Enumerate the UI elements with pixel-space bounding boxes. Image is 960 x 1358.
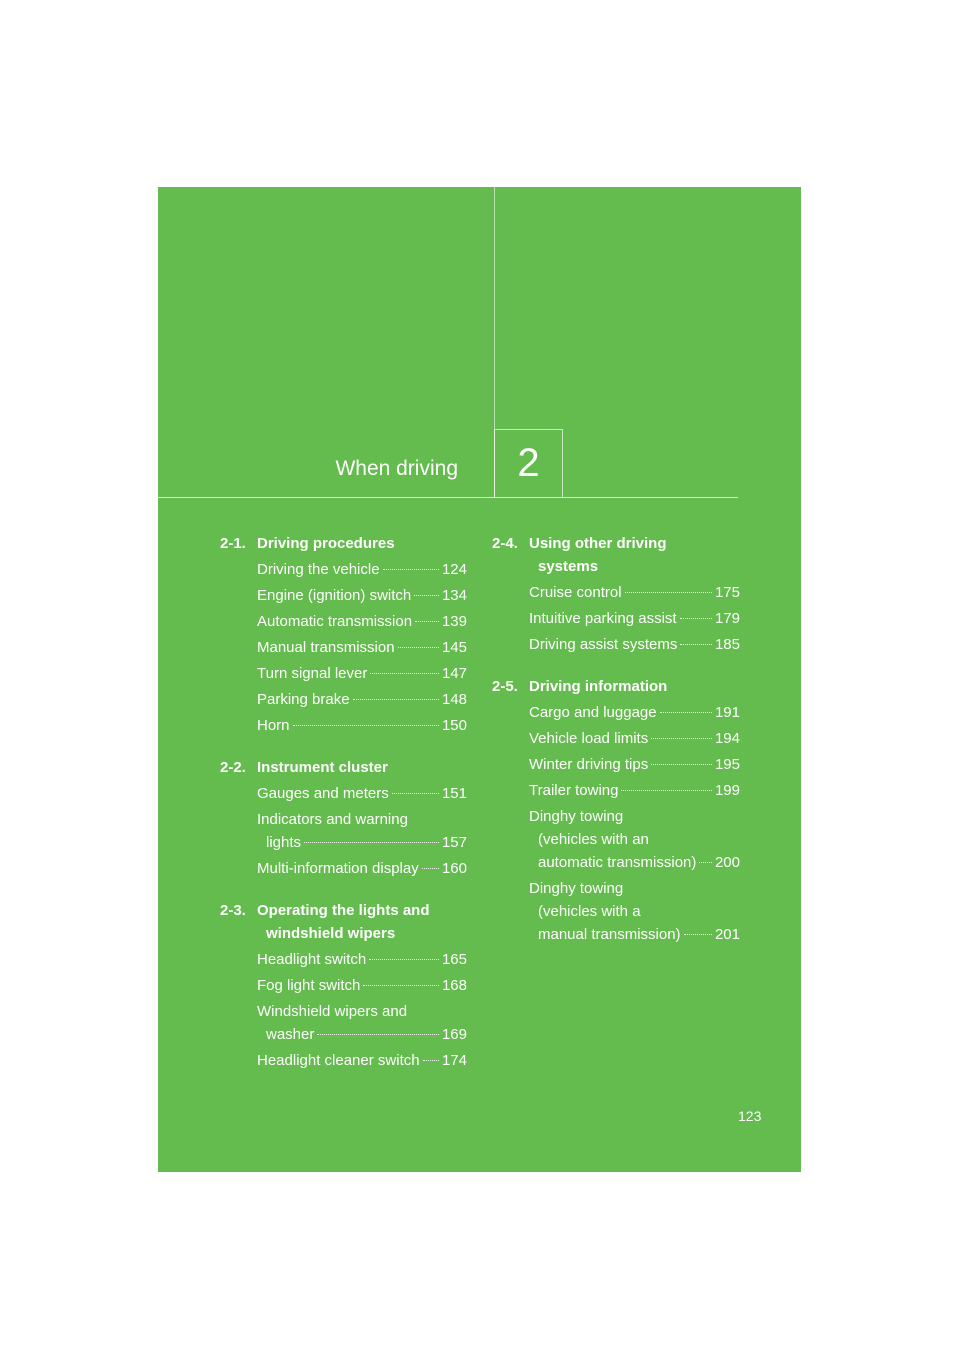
section-heading[interactable] [492, 675, 740, 698]
toc-entry[interactable] [529, 779, 740, 802]
toc-entry-label: Engine (ignition) switch [257, 587, 412, 604]
dot-leader [414, 595, 439, 596]
chapter-number: 2 [517, 441, 540, 485]
toc-entry-label: (vehicles with a [538, 903, 641, 920]
toc-entry-page: 147 [441, 665, 467, 682]
toc-entry[interactable] [257, 974, 467, 997]
section-title-line: Using other driving [529, 535, 667, 552]
toc-entry[interactable] [257, 636, 467, 659]
section-number: 2-2. [220, 759, 246, 776]
dot-leader [423, 1060, 439, 1061]
section-title [257, 756, 467, 779]
toc-entry-label: Cargo and luggage [529, 704, 657, 721]
dot-leader [651, 738, 712, 739]
toc-entry-label: Parking brake [257, 691, 350, 708]
toc-entry[interactable] [529, 753, 740, 776]
toc-entry-label: lights [266, 834, 302, 851]
toc-entry-label: Winter driving tips [529, 756, 649, 773]
toc-entry-label: Trailer towing [529, 782, 619, 799]
section-heading[interactable] [220, 756, 467, 779]
dot-leader [370, 673, 439, 674]
toc-entry-label: automatic transmission) [538, 854, 697, 871]
toc-entry[interactable] [529, 805, 740, 874]
toc-entry[interactable] [529, 607, 740, 630]
dot-leader [680, 644, 712, 645]
section-title-line: systems [538, 558, 599, 575]
toc-entry-page: 195 [714, 756, 740, 773]
toc-entry-page: 134 [441, 587, 467, 604]
dot-leader [415, 621, 439, 622]
chapter-number-box [494, 429, 563, 498]
toc-entry-label: Automatic transmission [257, 613, 413, 630]
toc-entry-page: 169 [441, 1026, 467, 1043]
toc-entry-page: 174 [441, 1052, 467, 1069]
toc-entry-page: 175 [714, 584, 740, 601]
dot-leader [660, 712, 712, 713]
section-title [529, 675, 740, 698]
section-number: 2-3. [220, 902, 246, 919]
toc-entry-page: 148 [441, 691, 467, 708]
toc-entry-label: Driving the vehicle [257, 561, 380, 578]
toc-entry-page: 145 [441, 639, 467, 656]
toc-entry-label: Dinghy towing [529, 808, 624, 825]
toc-entry[interactable] [529, 581, 740, 604]
toc-entry-page: 179 [714, 610, 740, 627]
section-title [257, 899, 467, 945]
toc-entry-label: manual transmission) [538, 926, 681, 943]
horizontal-divider [158, 497, 738, 498]
toc-entry-label: (vehicles with an [538, 831, 649, 848]
toc-entry-page: 139 [441, 613, 467, 630]
section-title [257, 532, 467, 555]
toc-entry-label: Windshield wipers and [257, 1003, 408, 1020]
toc-entry[interactable] [257, 662, 467, 685]
toc-entry-label: Fog light switch [257, 977, 361, 994]
toc-entry[interactable] [257, 610, 467, 633]
toc-entry-page: 157 [441, 834, 467, 851]
toc-entry-page: 160 [441, 860, 467, 877]
toc-section [220, 532, 467, 737]
toc-left-column [220, 532, 467, 1091]
toc-entry-label: Driving assist systems [529, 636, 678, 653]
section-number: 2-5. [492, 678, 518, 695]
toc-entry[interactable] [257, 948, 467, 971]
toc-entry-page: 201 [714, 926, 740, 943]
toc-entry-label: Multi-information display [257, 860, 419, 877]
chapter-panel [158, 187, 801, 1172]
dot-leader [369, 959, 439, 960]
dot-leader [317, 1034, 439, 1035]
toc-entry-page: 185 [714, 636, 740, 653]
dot-leader [422, 868, 439, 869]
toc-entry-page: 168 [441, 977, 467, 994]
dot-leader [651, 764, 712, 765]
toc-entry[interactable] [529, 701, 740, 724]
toc-entry[interactable] [257, 857, 467, 880]
toc-entry-label: Intuitive parking assist [529, 610, 677, 627]
toc-entry-page: 191 [714, 704, 740, 721]
toc-entry-page: 124 [441, 561, 467, 578]
dot-leader [293, 725, 439, 726]
section-title-line: Driving information [529, 678, 668, 695]
section-heading[interactable] [492, 532, 740, 578]
toc-section [492, 675, 740, 946]
toc-section [492, 532, 740, 656]
chapter-title: When driving [335, 457, 458, 480]
dot-leader [392, 793, 439, 794]
section-heading[interactable] [220, 532, 467, 555]
section-number: 2-1. [220, 535, 246, 552]
toc-entry-label: washer [266, 1026, 315, 1043]
dot-leader [680, 618, 712, 619]
dot-leader [363, 985, 439, 986]
toc-entry-label: Dinghy towing [529, 880, 624, 897]
toc-entry-label: Headlight cleaner switch [257, 1052, 420, 1069]
section-title [529, 532, 740, 578]
toc-entry[interactable] [257, 558, 467, 581]
section-title-line: windshield wipers [266, 925, 396, 942]
toc-entry[interactable] [257, 1049, 467, 1072]
toc-right-column [492, 532, 740, 965]
toc-entry-page: 194 [714, 730, 740, 747]
toc-section [220, 899, 467, 1072]
toc-entry[interactable] [257, 1000, 467, 1046]
dot-leader [699, 862, 712, 863]
dot-leader [684, 934, 712, 935]
dot-leader [304, 842, 439, 843]
section-heading[interactable] [220, 899, 467, 945]
toc-entry-label: Vehicle load limits [529, 730, 649, 747]
toc-entry[interactable] [257, 782, 467, 805]
dot-leader [383, 569, 439, 570]
toc-entry-label: Turn signal lever [257, 665, 368, 682]
toc-entry-label: Cruise control [529, 584, 622, 601]
toc-entry[interactable] [529, 633, 740, 656]
section-title-line: Driving procedures [257, 535, 395, 552]
toc-entry-label: Horn [257, 717, 290, 734]
toc-entry-label: Headlight switch [257, 951, 367, 968]
toc-entry-label: Indicators and warning [257, 811, 408, 828]
toc-entry-page: 199 [714, 782, 740, 799]
dot-leader [621, 790, 711, 791]
section-title-line: Instrument cluster [257, 759, 388, 776]
toc-entry-page: 151 [441, 785, 467, 802]
toc-entry[interactable] [257, 584, 467, 607]
section-number: 2-4. [492, 535, 518, 552]
toc-entry-page: 165 [441, 951, 467, 968]
toc-entry-label: Manual transmission [257, 639, 395, 656]
toc-entry[interactable] [529, 727, 740, 750]
toc-section [220, 756, 467, 880]
toc-entry-label: Gauges and meters [257, 785, 389, 802]
toc-entry-page: 150 [441, 717, 467, 734]
toc-entry[interactable] [257, 714, 467, 737]
dot-leader [398, 647, 439, 648]
dot-leader [353, 699, 439, 700]
page-number: 123 [738, 1108, 762, 1124]
section-title-line: Operating the lights and [257, 902, 430, 919]
dot-leader [625, 592, 712, 593]
toc-entry[interactable] [257, 688, 467, 711]
toc-entry[interactable] [529, 877, 740, 946]
toc-entry-page: 200 [714, 854, 740, 871]
toc-entry[interactable] [257, 808, 467, 854]
